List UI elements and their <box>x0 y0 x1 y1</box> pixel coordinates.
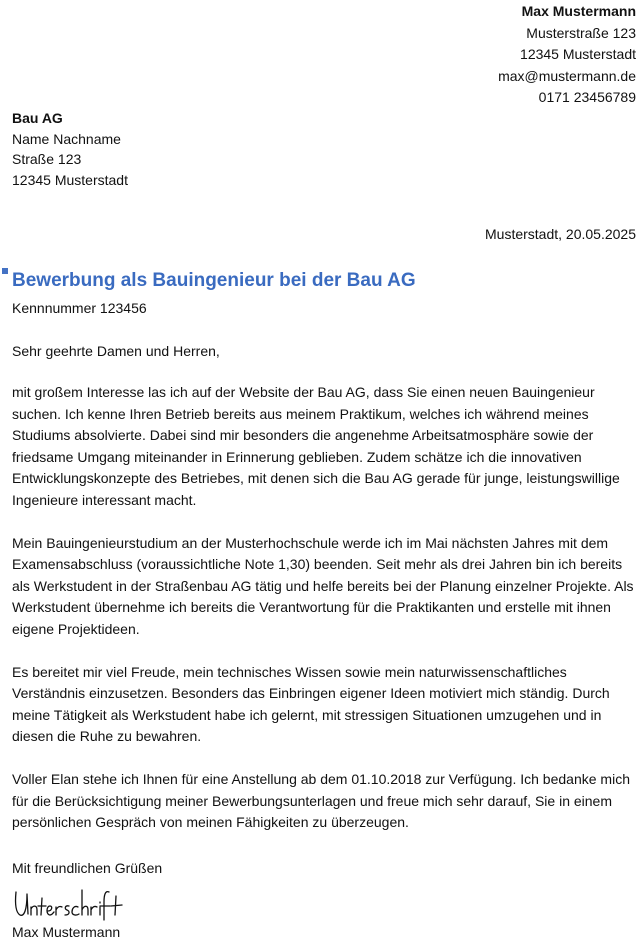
recipient-company: Bau AG <box>12 110 63 126</box>
recipient-block <box>12 108 128 190</box>
reference-number: Kennnummer 123456 <box>12 300 147 316</box>
heading-marker <box>2 268 8 274</box>
body-paragraph: Es bereitet mir viel Freude, mein technisches Wissen sowie mein naturwissenschaftliches Verständnis einzusetzen. Besonders das Einbringen eigener Ideen motiviert mich ständig. Durch meine Tätigkeit als Werkstudent habe ich gelernt, mit stressigen Situationen umzugehen und in diesen die Ruhe zu bewahren. <box>12 663 610 744</box>
body-paragraph: Voller Elan stehe ich Ihnen für eine Anstellung ab dem 01.10.2018 zur Verfügung. Ich bedanke mich für die Berücksichtigung meiner Bewerbungsunterlagen und freue mich sehr darauf, Sie in einem persönlichen Gespräch von meinen Fähigkeiten zu überzeugen. <box>12 771 630 830</box>
sender-street: Musterstraße 123 <box>526 24 636 41</box>
sender-phone: 0171 23456789 <box>538 89 636 105</box>
sender-name: Max Mustermann <box>521 3 636 19</box>
handwritten-signature <box>12 882 132 922</box>
body-paragraph: Mein Bauingenieurstudium an der Musterhochschule werde ich im Mai nächsten Jahres mit dem Examensabschluss (voraussichtliche Note 1,30) beenden. Seit mehr als drei Jahren bin ich bereits als Werkstudent in der Straßenbau AG tätig und helfe bereits bei der Planung einzelner Projekte. Als Werkstudent übernehme ich bereits die Verantwortung für die Praktikanten und erstelle mit ihnen eigene Projektideen. <box>12 534 634 637</box>
sender-email: max@mustermann.de <box>498 67 636 84</box>
letter-date: Musterstadt, 20.05.2025 <box>485 226 636 242</box>
recipient-street: Straße 123 <box>12 151 82 167</box>
recipient-contact: Name Nachname <box>12 130 121 147</box>
body-paragraph: mit großem Interesse las ich auf der Website der Bau AG, dass Sie einen neuen Bauingenieur suchen. Ich kenne Ihren Betrieb bereits aus meinem Praktikum, welches ich während meines Studiums absolvierte. Dabei sind mir besonders die angenehme Arbeitsatmosphäre sowie der friedsame Umgang miteinander in Erinnerung geblieben. Zudem schätze ich die innovativen Entwicklungskonzepte des Betriebes, mit denen sich die Bau AG gerade für junge, leistungswillige Ingenieure interessant macht. <box>12 384 620 508</box>
sender-block <box>498 1 636 109</box>
sender-city: 12345 Musterstadt <box>520 46 636 62</box>
closing: Mit freundlichen Grüßen <box>12 860 163 876</box>
recipient-city: 12345 Musterstadt <box>12 171 128 188</box>
signer-name: Max Mustermann <box>12 924 121 940</box>
letter-body <box>12 382 636 855</box>
letter-subject: Bewerbung als Bauingenieur bei der Bau AG <box>12 270 416 291</box>
salutation: Sehr geehrte Damen und Herren, <box>12 343 220 359</box>
